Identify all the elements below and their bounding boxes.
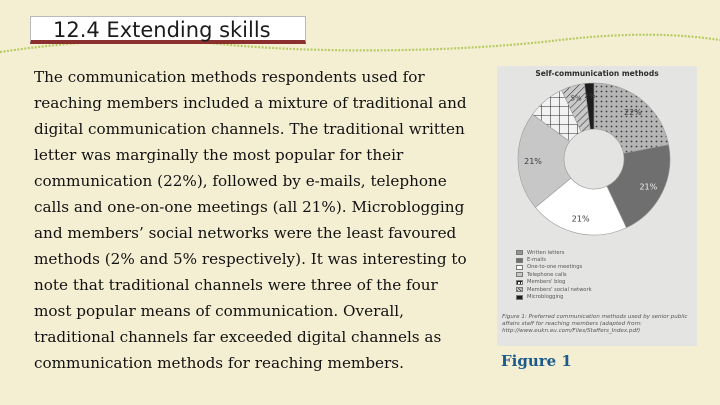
legend-label: One-to-one meetings — [527, 264, 583, 271]
figure-panel — [497, 66, 697, 346]
legend-label: Members' blog — [527, 279, 566, 286]
legend-swatch — [516, 258, 523, 263]
legend-label: Members' social network — [527, 286, 592, 293]
slice-label-microblogging: 2% — [584, 92, 596, 101]
legend-swatch — [516, 265, 523, 270]
slice-label-telephone-calls: 21% — [524, 156, 542, 166]
legend-item-one-to-one-meetings — [516, 264, 592, 271]
chart-legend — [516, 249, 592, 301]
slice-label-members-social-network: 5% — [570, 94, 582, 103]
slice-label-written-letters: 22% — [623, 107, 642, 117]
legend-swatch — [516, 250, 523, 255]
pie-chart — [514, 79, 674, 239]
legend-item-members-blog — [516, 279, 592, 286]
legend-label: Telephone calls — [527, 271, 567, 278]
figure-caption: Figure 1: Preferred communication methods used by senior public affairs staff for reaching members (adapted from: http://www.eukn.eu.com/Files/Staffers_Index.pdf) — [502, 314, 688, 334]
legend-item-microblogging — [516, 293, 592, 300]
slice-label-e-mails: 21% — [639, 182, 658, 192]
body-paragraph: The communication methods respondents used for reaching members included a mixture of traditional and digital communication channels. The traditional written letter was marginally the most popular for their communication (22%), followed by e-mails, telephone calls and one-on-one meetings (all 21%). Microblogging and members’ social networks were the least favoured methods (2% and 5% respectively). It was interesting to note that traditional channels were three of the four most popular means of communication. Overall, traditional channels far exceeded digital channels as communication methods for reaching members. — [34, 68, 467, 372]
slide-title: 12.4 Extending skills — [53, 18, 271, 42]
legend-swatch — [516, 295, 523, 300]
legend-item-e-mails — [516, 256, 592, 263]
legend-item-written-letters — [516, 249, 592, 256]
chart-title: Self-communication methods — [535, 69, 659, 78]
legend-swatch — [516, 287, 523, 292]
legend-label: E-mails — [527, 257, 546, 264]
legend-swatch — [516, 272, 523, 277]
figure-label: Figure 1 — [501, 352, 572, 370]
legend-item-telephone-calls — [516, 271, 592, 278]
pie-slice-written-letters — [594, 83, 669, 153]
slide-title-box — [30, 16, 306, 44]
legend-label: Microblogging — [527, 294, 564, 301]
legend-label: Written letters — [527, 249, 565, 256]
legend-swatch — [516, 280, 523, 285]
slice-label-one-to-one-meetings: 21% — [571, 214, 590, 224]
legend-item-members-social-network — [516, 286, 592, 293]
